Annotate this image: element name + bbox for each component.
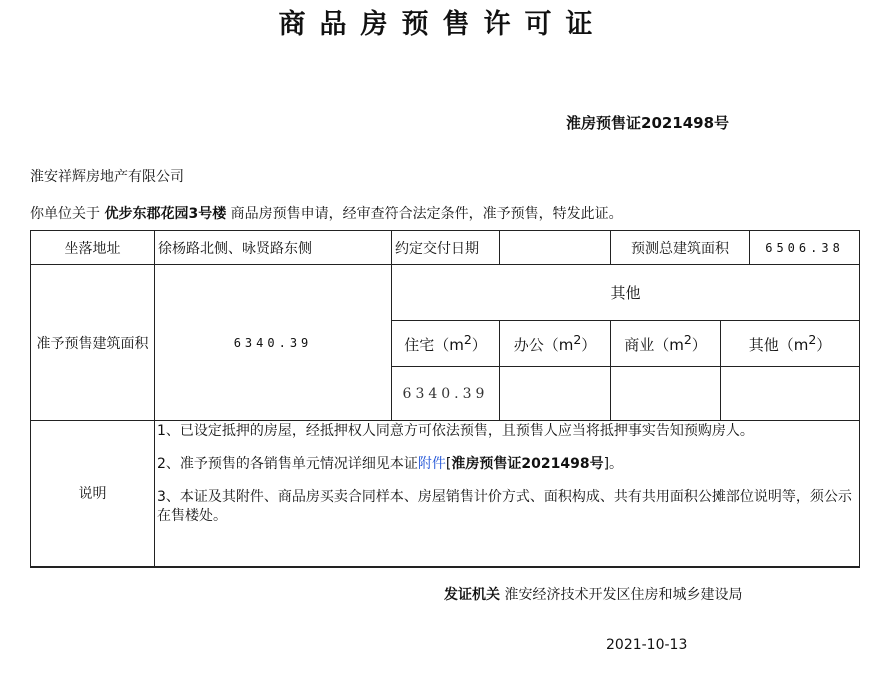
presale-area-label-text: 准予预售建筑面积 xyxy=(36,335,149,352)
commercial-label xyxy=(611,321,721,367)
unit-superscript: 2 xyxy=(683,332,692,347)
presale-area-label xyxy=(31,265,155,421)
others-value xyxy=(721,367,860,421)
unit-superscript: 2 xyxy=(808,332,817,347)
note-1: 1、已设定抵押的房屋，经抵押权人同意方可依法预售，且预售人应当将抵押事实告知预购房人。 xyxy=(157,423,754,439)
table-row xyxy=(31,231,860,265)
project-name: 优步东郡花园3号楼 xyxy=(104,206,227,222)
table-row xyxy=(31,421,860,567)
note-2-permit: 淮房预售证2021498号 xyxy=(451,456,604,472)
unit-superscript: 2 xyxy=(573,332,582,347)
issue-date: 2021-10-13 xyxy=(606,637,688,653)
commercial-value xyxy=(611,367,721,421)
delivery-label: 约定交付日期 xyxy=(392,231,500,265)
issuer-label: 发证机关 xyxy=(444,587,500,603)
permit-table xyxy=(30,230,860,568)
others-label-text: 其他（m xyxy=(748,336,809,354)
unit-close: ） xyxy=(816,336,832,354)
note-2-close: ]。 xyxy=(603,456,624,472)
residential-value: 6340.39 xyxy=(392,367,500,421)
attachment-link[interactable]: 附件 xyxy=(417,456,446,472)
statement-suffix: 商品房预售申请，经审查符合法定条件，准予预售，特发此证。 xyxy=(226,206,623,222)
residential-label-text: 住宅（m xyxy=(404,336,464,354)
unit-close: ） xyxy=(691,336,707,354)
residential-label xyxy=(392,321,500,367)
issuer xyxy=(444,584,742,604)
office-value xyxy=(500,367,611,421)
others-label xyxy=(721,321,860,367)
notes-cell xyxy=(155,421,860,567)
company-name: 淮安祥辉房地产有限公司 xyxy=(30,169,184,185)
note-2-open: [ xyxy=(445,456,452,472)
note-3: 3、本证及其附件、商品房买卖合同样本、房屋销售计价方式、面积构成、共有共用面积公摊部位说明等，须公示在售楼处。 xyxy=(157,489,852,524)
total-area-label: 预测总建筑面积 xyxy=(611,231,750,264)
location-value: 徐杨路北侧、咏贤路东侧 xyxy=(155,231,392,265)
total-area-value: 6506.38 xyxy=(765,240,844,255)
unit-close: ） xyxy=(581,336,597,354)
presale-area-value: 6340.39 xyxy=(155,265,392,421)
note-2-text: 2、准予预售的各销售单元情况详细见本证 xyxy=(157,456,418,472)
statement-prefix: 你单位关于 xyxy=(30,206,105,222)
office-label xyxy=(500,321,611,367)
permit-number: 淮房预售证2021498号 xyxy=(566,114,730,132)
other-header: 其他 xyxy=(392,265,860,321)
unit-superscript: 2 xyxy=(463,332,472,347)
commercial-label-text: 商业（m xyxy=(624,336,684,354)
location-label: 坐落地址 xyxy=(31,231,155,265)
issuer-name: 淮安经济技术开发区住房和城乡建设局 xyxy=(500,587,743,603)
page-title: 商品房预售许可证 xyxy=(278,9,607,40)
office-label-text: 办公（m xyxy=(513,336,574,354)
unit-close: ） xyxy=(471,336,487,354)
total-area-cell xyxy=(611,231,860,265)
notes-label: 说明 xyxy=(31,421,155,567)
delivery-value xyxy=(500,231,611,265)
statement xyxy=(30,203,623,223)
note-2 xyxy=(155,455,859,474)
table-row xyxy=(31,265,860,321)
